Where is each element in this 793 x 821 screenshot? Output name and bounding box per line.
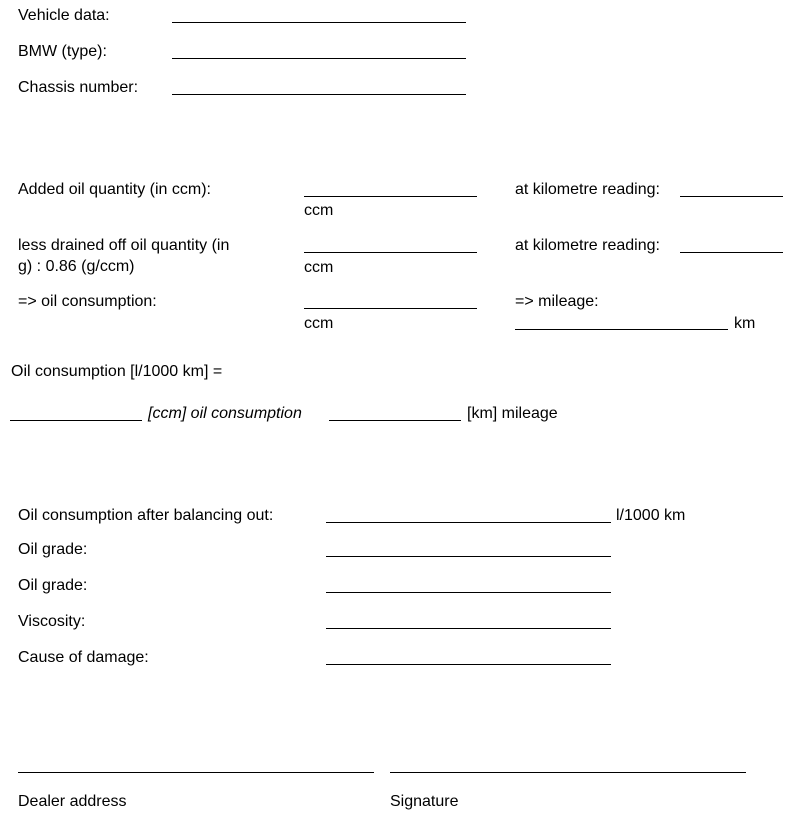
signature-field[interactable] <box>390 772 746 773</box>
dealer-address-label: Dealer address <box>18 793 127 810</box>
after-balancing-unit: l/1000 km <box>616 507 686 524</box>
mileage-unit: km <box>734 315 756 332</box>
vehicle-data-label: Vehicle data: <box>18 7 110 24</box>
formula-numerator-label: [ccm] oil consumption <box>148 405 302 422</box>
oil-grade-field-1[interactable] <box>326 556 611 557</box>
vehicle-data-field[interactable] <box>172 22 466 23</box>
signature-label: Signature <box>390 793 459 810</box>
formula-denominator-label: [km] mileage <box>467 405 558 422</box>
added-oil-unit: ccm <box>304 202 334 219</box>
km-reading-label-2: at kilometre reading: <box>515 237 660 254</box>
km-reading-label-1: at kilometre reading: <box>515 181 660 198</box>
chassis-number-label: Chassis number: <box>18 79 139 96</box>
viscosity-label: Viscosity: <box>18 613 86 630</box>
chassis-number-field[interactable] <box>172 94 466 95</box>
formula-numerator-field[interactable] <box>10 420 142 421</box>
viscosity-field[interactable] <box>326 628 611 629</box>
cause-of-damage-label: Cause of damage: <box>18 649 149 666</box>
bmw-type-field[interactable] <box>172 58 466 59</box>
oil-consumption-field[interactable] <box>304 308 477 309</box>
km-reading-field-1[interactable] <box>680 196 783 197</box>
after-balancing-field[interactable] <box>326 522 611 523</box>
bmw-type-label: BMW (type): <box>18 43 107 60</box>
dealer-address-field[interactable] <box>18 772 374 773</box>
mileage-field[interactable] <box>515 329 728 330</box>
formula-denominator-field[interactable] <box>329 420 461 421</box>
added-oil-field[interactable] <box>304 196 477 197</box>
formula-title: Oil consumption [l/1000 km] = <box>11 363 223 380</box>
cause-of-damage-field[interactable] <box>326 664 611 665</box>
oil-grade-label-1: Oil grade: <box>18 541 88 558</box>
less-drained-unit: ccm <box>304 259 334 276</box>
added-oil-label: Added oil quantity (in ccm): <box>18 181 211 198</box>
less-drained-label-line1: less drained off oil quantity (in <box>18 237 230 254</box>
oil-consumption-label: => oil consumption: <box>18 293 157 310</box>
oil-consumption-unit: ccm <box>304 315 334 332</box>
less-drained-label-line2: g) : 0.86 (g/ccm) <box>18 258 135 275</box>
oil-grade-label-2: Oil grade: <box>18 577 88 594</box>
mileage-label: => mileage: <box>515 293 599 310</box>
less-drained-field[interactable] <box>304 252 477 253</box>
oil-grade-field-2[interactable] <box>326 592 611 593</box>
km-reading-field-2[interactable] <box>680 252 783 253</box>
after-balancing-label: Oil consumption after balancing out: <box>18 507 274 524</box>
